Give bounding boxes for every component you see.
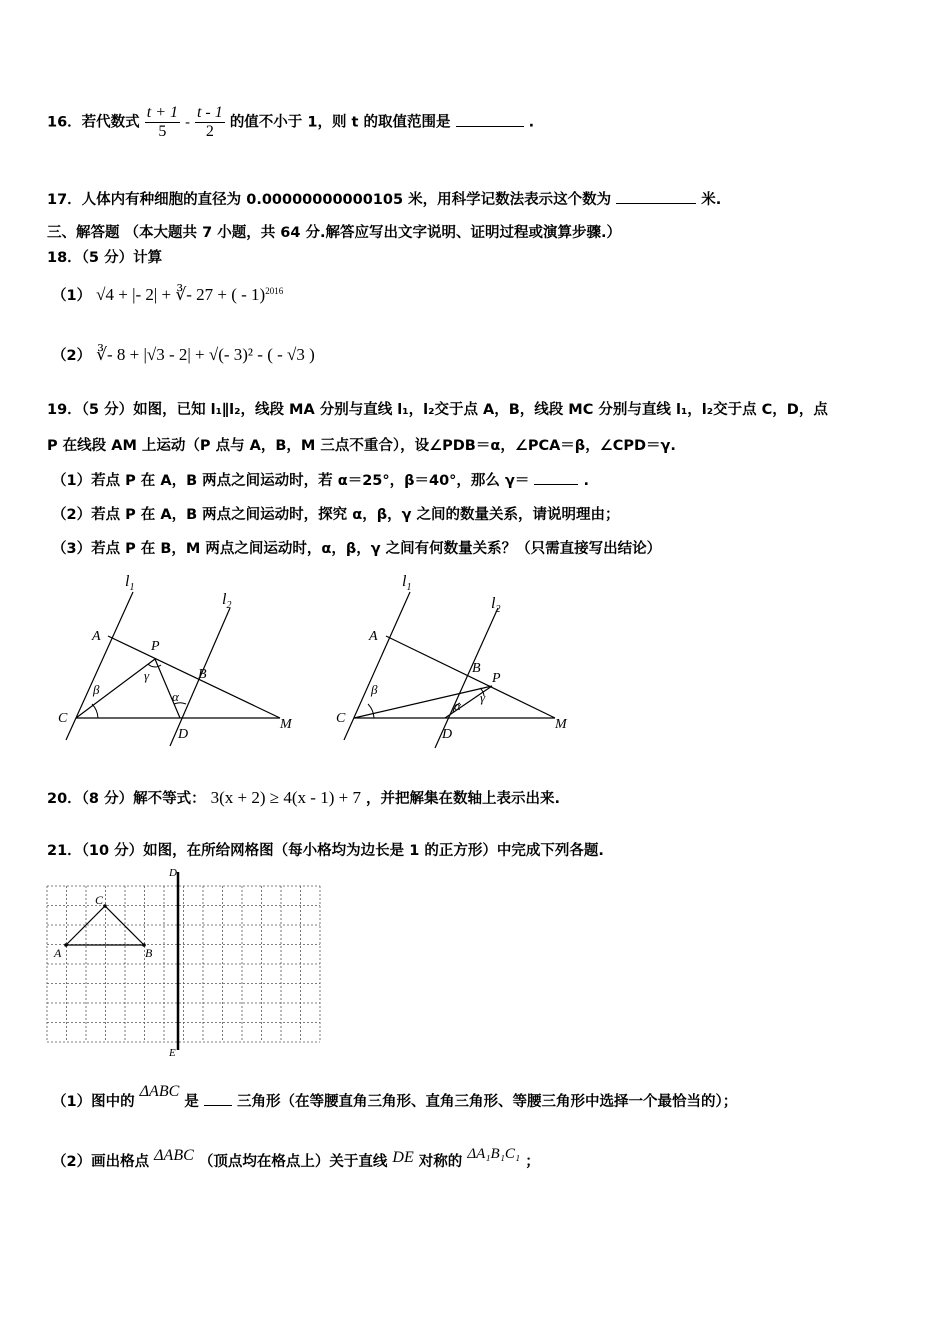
q16-frac2-numerator: t - 1 xyxy=(196,104,223,121)
q17-end: 米. xyxy=(701,192,722,208)
q19-figure-2 xyxy=(336,573,568,748)
q18-part-1 xyxy=(52,284,283,305)
fig2-label-B: B xyxy=(472,661,481,676)
fig2-label-P: P xyxy=(492,671,501,686)
question-16 xyxy=(47,104,534,141)
q16-prefix: 16．若代数式 xyxy=(47,114,140,131)
q17-text: 17．人体内有种细胞的直径为 0.00000000000105 米，用科学记数法表示这个数为 xyxy=(47,192,612,208)
q19-line-1: 19．（5 分）如图，已知 l₁∥l₂，线段 MA 分别与直线 l₁，l₂交于点 A，B，线段 MC 分别与直线 l₁，l₂交于点 C，D，点 xyxy=(47,402,828,418)
q21-sub1-c: 三角形（在等腰直角三角形、直角三角形、等腰三角形中选择一个最恰当的）； xyxy=(236,1094,738,1110)
q21-sub2-end: ； xyxy=(525,1154,540,1170)
q21-sub2-line-DE: DE xyxy=(392,1149,414,1166)
fig1-segment-AM xyxy=(108,636,280,718)
fig2-label-C: C xyxy=(336,711,346,726)
fig2-label-D: D xyxy=(442,727,453,742)
q16-frac1-denominator: 5 xyxy=(158,123,167,140)
q19-sub-1 xyxy=(52,469,589,490)
q21-sub-1 xyxy=(52,1083,738,1111)
fig2-segment-AM xyxy=(386,636,555,718)
q18-p1-expression: √4 + |- 2| + ∛- 27 + ( - 1) xyxy=(96,285,266,304)
question-17 xyxy=(47,188,721,209)
q17-answer-blank[interactable] xyxy=(616,189,696,204)
fig2-label-l1: $l_1$ xyxy=(402,573,412,593)
q18-p2-label: （2） xyxy=(52,348,92,364)
q16-frac1-numerator: t + 1 xyxy=(146,104,178,121)
fig2-label-gamma: γ xyxy=(480,690,486,705)
q18-p1-label: （1） xyxy=(52,288,92,304)
q19-sub1-text: （1）若点 P 在 A，B 两点之间运动时，若 α＝25°，β＝40°，那么 γ＝ xyxy=(52,473,530,489)
fig2-label-A: A xyxy=(369,629,378,644)
fig1-label-A: A xyxy=(92,629,101,644)
fig2-label-beta: β xyxy=(371,682,378,697)
q21-label-B: B xyxy=(145,946,153,960)
fig2-label-l2: $l_2$ xyxy=(491,595,501,615)
fig1-label-gamma: γ xyxy=(144,668,150,683)
q16-answer-blank[interactable] xyxy=(456,112,524,127)
q20-inequality: 3(x + 2) ≥ 4(x - 1) + 7 xyxy=(210,788,361,807)
q18-title: 18．（5 分）计算 xyxy=(47,250,163,266)
q21-label-C: C xyxy=(95,893,104,907)
fig1-label-alpha: α xyxy=(172,689,179,704)
q21-label-A: A xyxy=(54,946,62,960)
fig1-label-B: B xyxy=(198,667,207,682)
q16-suffix: 的值不小于 1，则 t 的取值范围是 xyxy=(229,114,451,131)
q19-line-2: P 在线段 AM 上运动（P 点与 A，B，M 三点不重合），设∠PDB＝α，∠PCA＝β，∠CPD＝γ. xyxy=(47,438,676,454)
q21-triangle-ABC xyxy=(66,906,144,945)
question-20 xyxy=(47,787,560,808)
q21-sub1-blank[interactable] xyxy=(204,1091,232,1106)
q19-sub1-blank[interactable] xyxy=(534,470,578,485)
q19-sub-2: （2）若点 P 在 A，B 两点之间运动时，探究 α，β，γ 之间的数量关系，请说明理由； xyxy=(52,507,620,523)
q21-sub2-b: （顶点均在格点上）关于直线 xyxy=(198,1154,388,1170)
q21-label-E: E xyxy=(169,1047,176,1059)
fig1-label-P: P xyxy=(151,639,160,654)
q16-end: . xyxy=(528,114,535,131)
q20-prefix: 20．（8 分）解不等式： xyxy=(47,791,206,807)
q21-text: 21．（10 分）如图，在所给网格图（每小格均为边长是 1 的正方形）中完成下列各题. xyxy=(47,843,604,859)
q21-sub1-b: 是 xyxy=(184,1094,199,1110)
q16-frac2-denominator: 2 xyxy=(205,123,214,140)
fig1-label-M: M xyxy=(280,717,292,732)
fig2-label-alpha: α xyxy=(454,698,461,713)
q19-sub1-end: . xyxy=(583,473,589,489)
q19-sub-3: （3）若点 P 在 B，M 两点之间运动时，α，β，γ 之间有何数量关系？（只需直接写出结论） xyxy=(52,541,662,557)
q19-figure-1 xyxy=(58,573,293,746)
fig1-label-beta: β xyxy=(93,682,100,697)
q16-minus: - xyxy=(185,114,190,131)
q21-sub2-a: （2）画出格点 xyxy=(52,1154,150,1170)
q21-point-A xyxy=(64,943,68,947)
q21-sub1-triangle: ΔABC xyxy=(139,1083,180,1100)
section-3-title: 三、解答题 （本大题共 7 小题，共 64 分.解答应写出文字说明、证明过程或演算步骤.） xyxy=(47,225,622,241)
fig1-label-D: D xyxy=(178,727,189,742)
q20-suffix: ，并把解集在数轴上表示出来. xyxy=(366,791,561,807)
q16-fraction-2 xyxy=(195,104,225,141)
q19-figures xyxy=(40,566,600,756)
q18-p2-expression: ∛- 8 + |√3 - 2| + √(- 3)² - ( - √3 ) xyxy=(96,345,315,364)
q18-p1-exponent: 2016 xyxy=(265,286,284,297)
fig1-label-l1: $l_1$ xyxy=(125,573,135,593)
fig1-label-l2: $l_2$ xyxy=(222,591,232,611)
fig2-label-M: M xyxy=(555,717,567,732)
q21-label-D: D xyxy=(169,867,177,879)
q21-sub2-triangle: ΔABC xyxy=(154,1147,194,1164)
q21-sub-2 xyxy=(52,1146,540,1171)
q21-sub1-a: （1）图中的 xyxy=(52,1094,135,1110)
q16-fraction-1 xyxy=(145,104,180,141)
q21-sub2-triangle-1: ΔA₁B₁C₁ xyxy=(467,1146,521,1162)
fig1-label-C: C xyxy=(58,711,68,726)
q21-sub2-c: 对称的 xyxy=(418,1154,463,1170)
fig1-arc-gamma xyxy=(148,664,161,667)
q18-part-2 xyxy=(52,344,315,365)
fig2-arc-beta xyxy=(368,704,374,718)
q21-dashed-grid xyxy=(47,886,320,1042)
q21-grid-figure xyxy=(40,866,330,1060)
q21-point-C xyxy=(103,904,107,908)
